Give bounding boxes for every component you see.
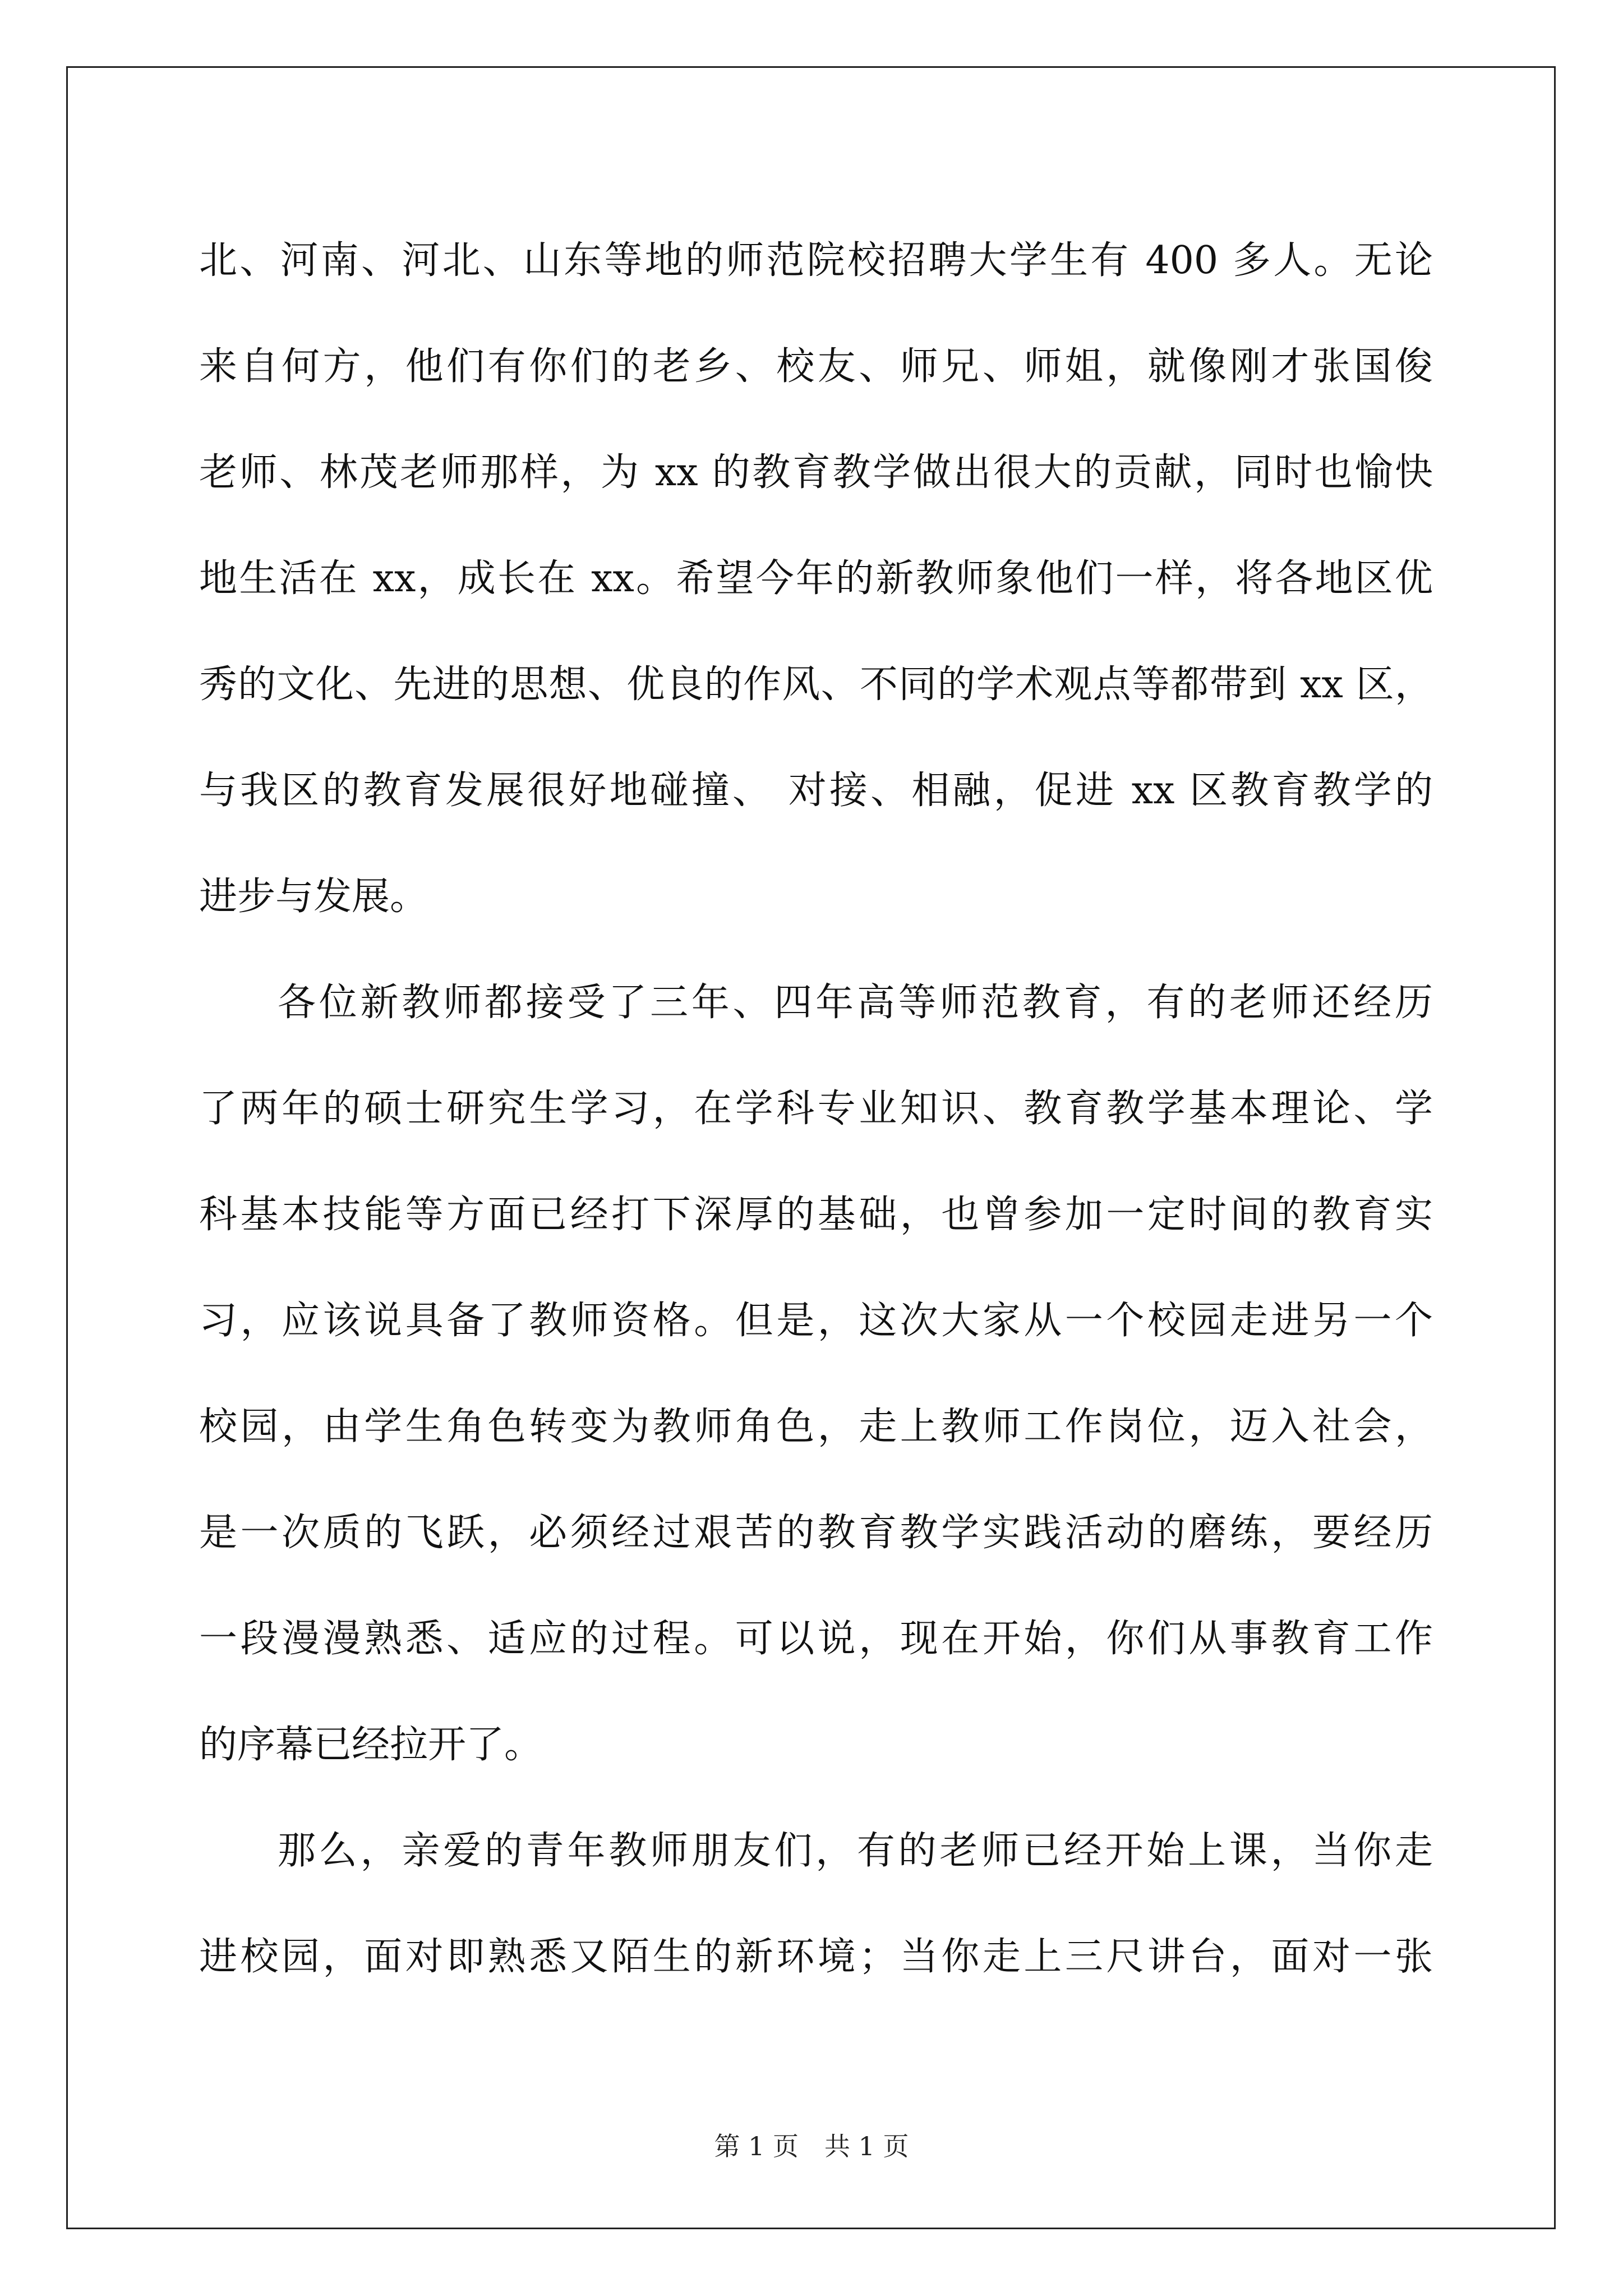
text-line: 是一次质的飞跃，必须经过艰苦的教育教学实践活动的磨练，要经历 <box>199 1511 1433 1555</box>
text-line: 那么，亲爱的青年教师朋友们，有的老师已经开始上课，当你走 <box>278 1829 1433 1873</box>
text-line: 进步与发展。 <box>199 875 428 919</box>
text-line: 了两年的硕士研究生学习，在学科专业知识、教育教学基本理论、学 <box>199 1087 1433 1131</box>
text-line: 地生活在 xx，成长在 xx。希望今年的新教师象他们一样，将各地区优 <box>199 556 1433 601</box>
text-line: 习，应该说具备了教师资格。但是，这次大家从一个校园走进另一个 <box>199 1299 1433 1343</box>
text-line: 各位新教师都接受了三年、四年高等师范教育，有的老师还经历 <box>278 981 1433 1025</box>
paragraph-3 <box>199 1798 1433 2010</box>
page-number-label: 第 1 页 共 1 页 <box>714 2131 909 2161</box>
page-footer <box>0 2126 1623 2163</box>
text-line: 北、河南、河北、山东等地的师范院校招聘大学生有 400 多人。无论 <box>199 238 1433 283</box>
text-line: 的序幕已经拉开了。 <box>199 1723 543 1767</box>
text-line: 进校园，面对即熟悉又陌生的新环境；当你走上三尺讲台，面对一张 <box>199 1935 1433 1979</box>
text-line: 来自何方，他们有你们的老乡、校友、师兄、师姐，就像刚才张国俊 <box>199 344 1433 389</box>
text-line: 秀的文化、先进的思想、优良的作风、不同的学术观点等都带到 xx 区， <box>199 662 1433 707</box>
text-line: 与我区的教育发展很好地碰撞、 对接、相融，促进 xx 区教育教学的 <box>199 769 1433 813</box>
text-line: 校园，由学生角色转变为教师角色，走上教师工作岗位，迈入社会， <box>199 1405 1433 1449</box>
text-line: 科基本技能等方面已经打下深厚的基础，也曾参加一定时间的教育实 <box>199 1193 1433 1237</box>
paragraph-2 <box>199 950 1433 1798</box>
text-line: 一段漫漫熟悉、适应的过程。可以说，现在开始，你们从事教育工作 <box>199 1617 1433 1661</box>
document-body <box>199 208 1433 2010</box>
text-line: 老师、林茂老师那样，为 xx 的教育教学做出很大的贡献，同时也愉快 <box>199 450 1433 495</box>
paragraph-1 <box>199 208 1433 950</box>
